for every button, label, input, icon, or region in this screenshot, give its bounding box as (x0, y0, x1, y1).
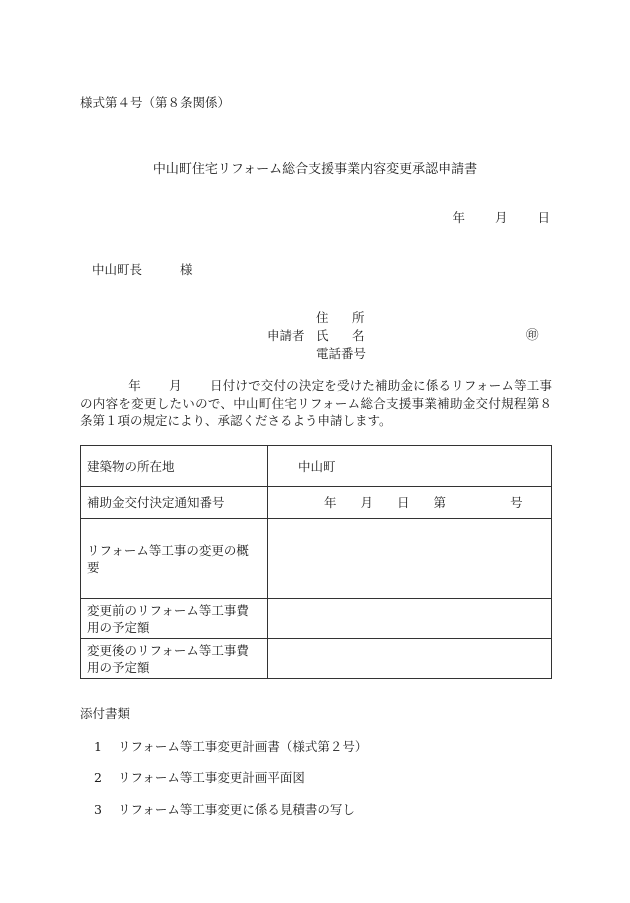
cost-after-value (268, 639, 552, 679)
table-row (81, 487, 552, 519)
applicant-role-label: 申請者 (267, 328, 305, 343)
location-label: 建築物の所在地 (81, 446, 268, 487)
body-month: 月 (168, 378, 182, 393)
applicant-phone-label: 電話番号 (316, 346, 367, 361)
attachments-heading: 添付書類 (80, 706, 131, 721)
attachment-item: 1 リフォーム等工事変更計画書（様式第２号） (94, 739, 368, 754)
cost-before-value (268, 599, 552, 639)
document-title: 中山町住宅リフォーム総合支援事業内容変更承認申請書 (152, 162, 478, 177)
table-row (81, 599, 552, 639)
body-year: 年 (128, 378, 141, 393)
cost-after-label: 変更後のリフォーム等工事費用の予定額 (81, 639, 268, 679)
cost-before-label: 変更前のリフォーム等工事費用の予定額 (81, 599, 268, 639)
attachment-item: 2 リフォーム等工事変更計画平面図 (94, 770, 305, 785)
date-month: 月 (494, 210, 508, 225)
change-summary-value (268, 519, 552, 599)
seal-mark: ㊞ (526, 327, 539, 342)
notice-number-value: 年 月 日 第 号 (268, 487, 552, 519)
table-row (81, 519, 552, 599)
table-row (81, 446, 552, 487)
application-table (80, 445, 552, 679)
form-number: 様式第４号（第８条関係） (80, 95, 231, 110)
table-row (81, 639, 552, 679)
body-main-text: 日付けで交付の決定を受けた補助金に係るリフォーム等工事の内容を変更したいので、中山町住宅リフォーム総合支援事業補助金交付規程第８条第１項の規定により、承認くださるよう申請します。 (80, 378, 552, 428)
notice-number-label: 補助金交付決定通知番号 (81, 487, 268, 519)
change-summary-label: リフォーム等工事の変更の概要 (81, 519, 268, 599)
applicant-address-label: 住 所 (316, 310, 365, 325)
addressee (92, 262, 193, 277)
applicant-name-label: 氏 名 (316, 328, 365, 343)
date-day: 日 (537, 210, 550, 225)
date-year: 年 (452, 210, 465, 225)
attachment-item: 3 リフォーム等工事変更に係る見積書の写し (94, 802, 355, 817)
location-value: 中山町 (268, 446, 552, 487)
addressee-honorific: 様 (180, 262, 193, 277)
date-line (452, 210, 550, 225)
application-body-text (80, 377, 552, 430)
addressee-name: 中山町長 (92, 262, 143, 277)
